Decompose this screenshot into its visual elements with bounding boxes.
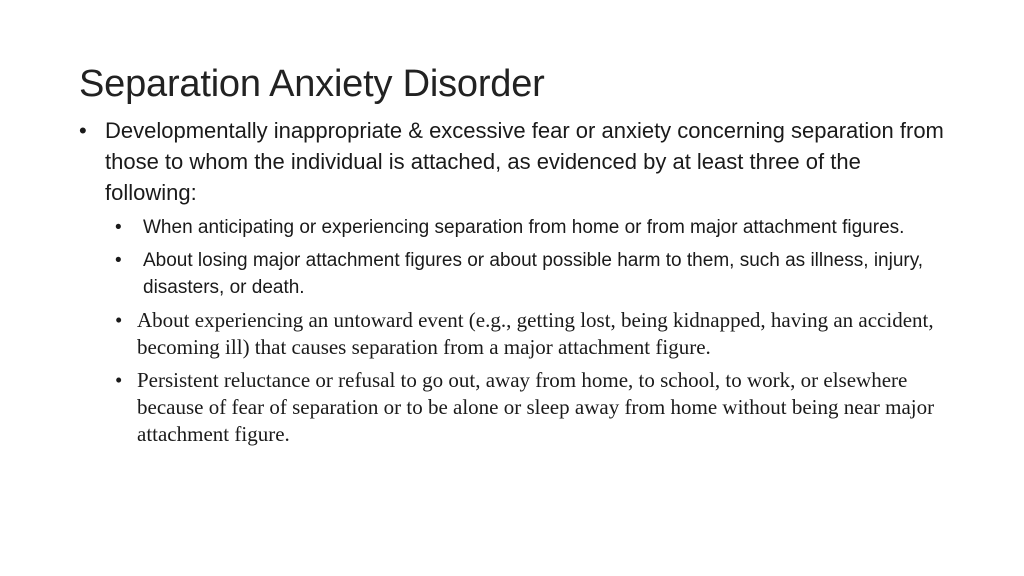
sub-bullet-list	[115, 214, 935, 448]
sub-bullet-text: When anticipating or experiencing separation from home or from major attachment figures.	[143, 217, 905, 238]
slide-content	[79, 115, 959, 454]
sub-bullet-text: Persistent reluctance or refusal to go out, away from home, to school, to work, or elsewhere because of fear of separation or to be alone or sleep away from home without being near major attachment figure.	[137, 368, 935, 446]
bullet-icon: •	[79, 118, 87, 143]
sub-bullet-text: About experiencing an untoward event (e.g., getting lost, being kidnapped, having an accident, becoming ill) that causes separation from a major attachment figure.	[137, 308, 934, 359]
sub-bullet-item	[115, 367, 935, 448]
sub-bullet-text: About losing major attachment figures or about possible harm to them, such as illness, injury, disasters, or death.	[143, 250, 924, 298]
bullet-icon: •	[115, 308, 123, 332]
bullet-icon: •	[115, 217, 122, 238]
main-bullet	[79, 115, 957, 208]
slide-title: Separation Anxiety Disorder	[79, 63, 545, 105]
sub-bullet-item	[115, 307, 935, 361]
bullet-icon: •	[115, 368, 123, 392]
main-bullet-text: Developmentally inappropriate & excessive fear or anxiety concerning separation from those to whom the individual is attached, as evidenced by at least three of the following:	[105, 118, 944, 205]
bullet-icon: •	[115, 250, 122, 271]
sub-bullet-item	[115, 214, 935, 241]
sub-bullet-item	[115, 247, 935, 301]
